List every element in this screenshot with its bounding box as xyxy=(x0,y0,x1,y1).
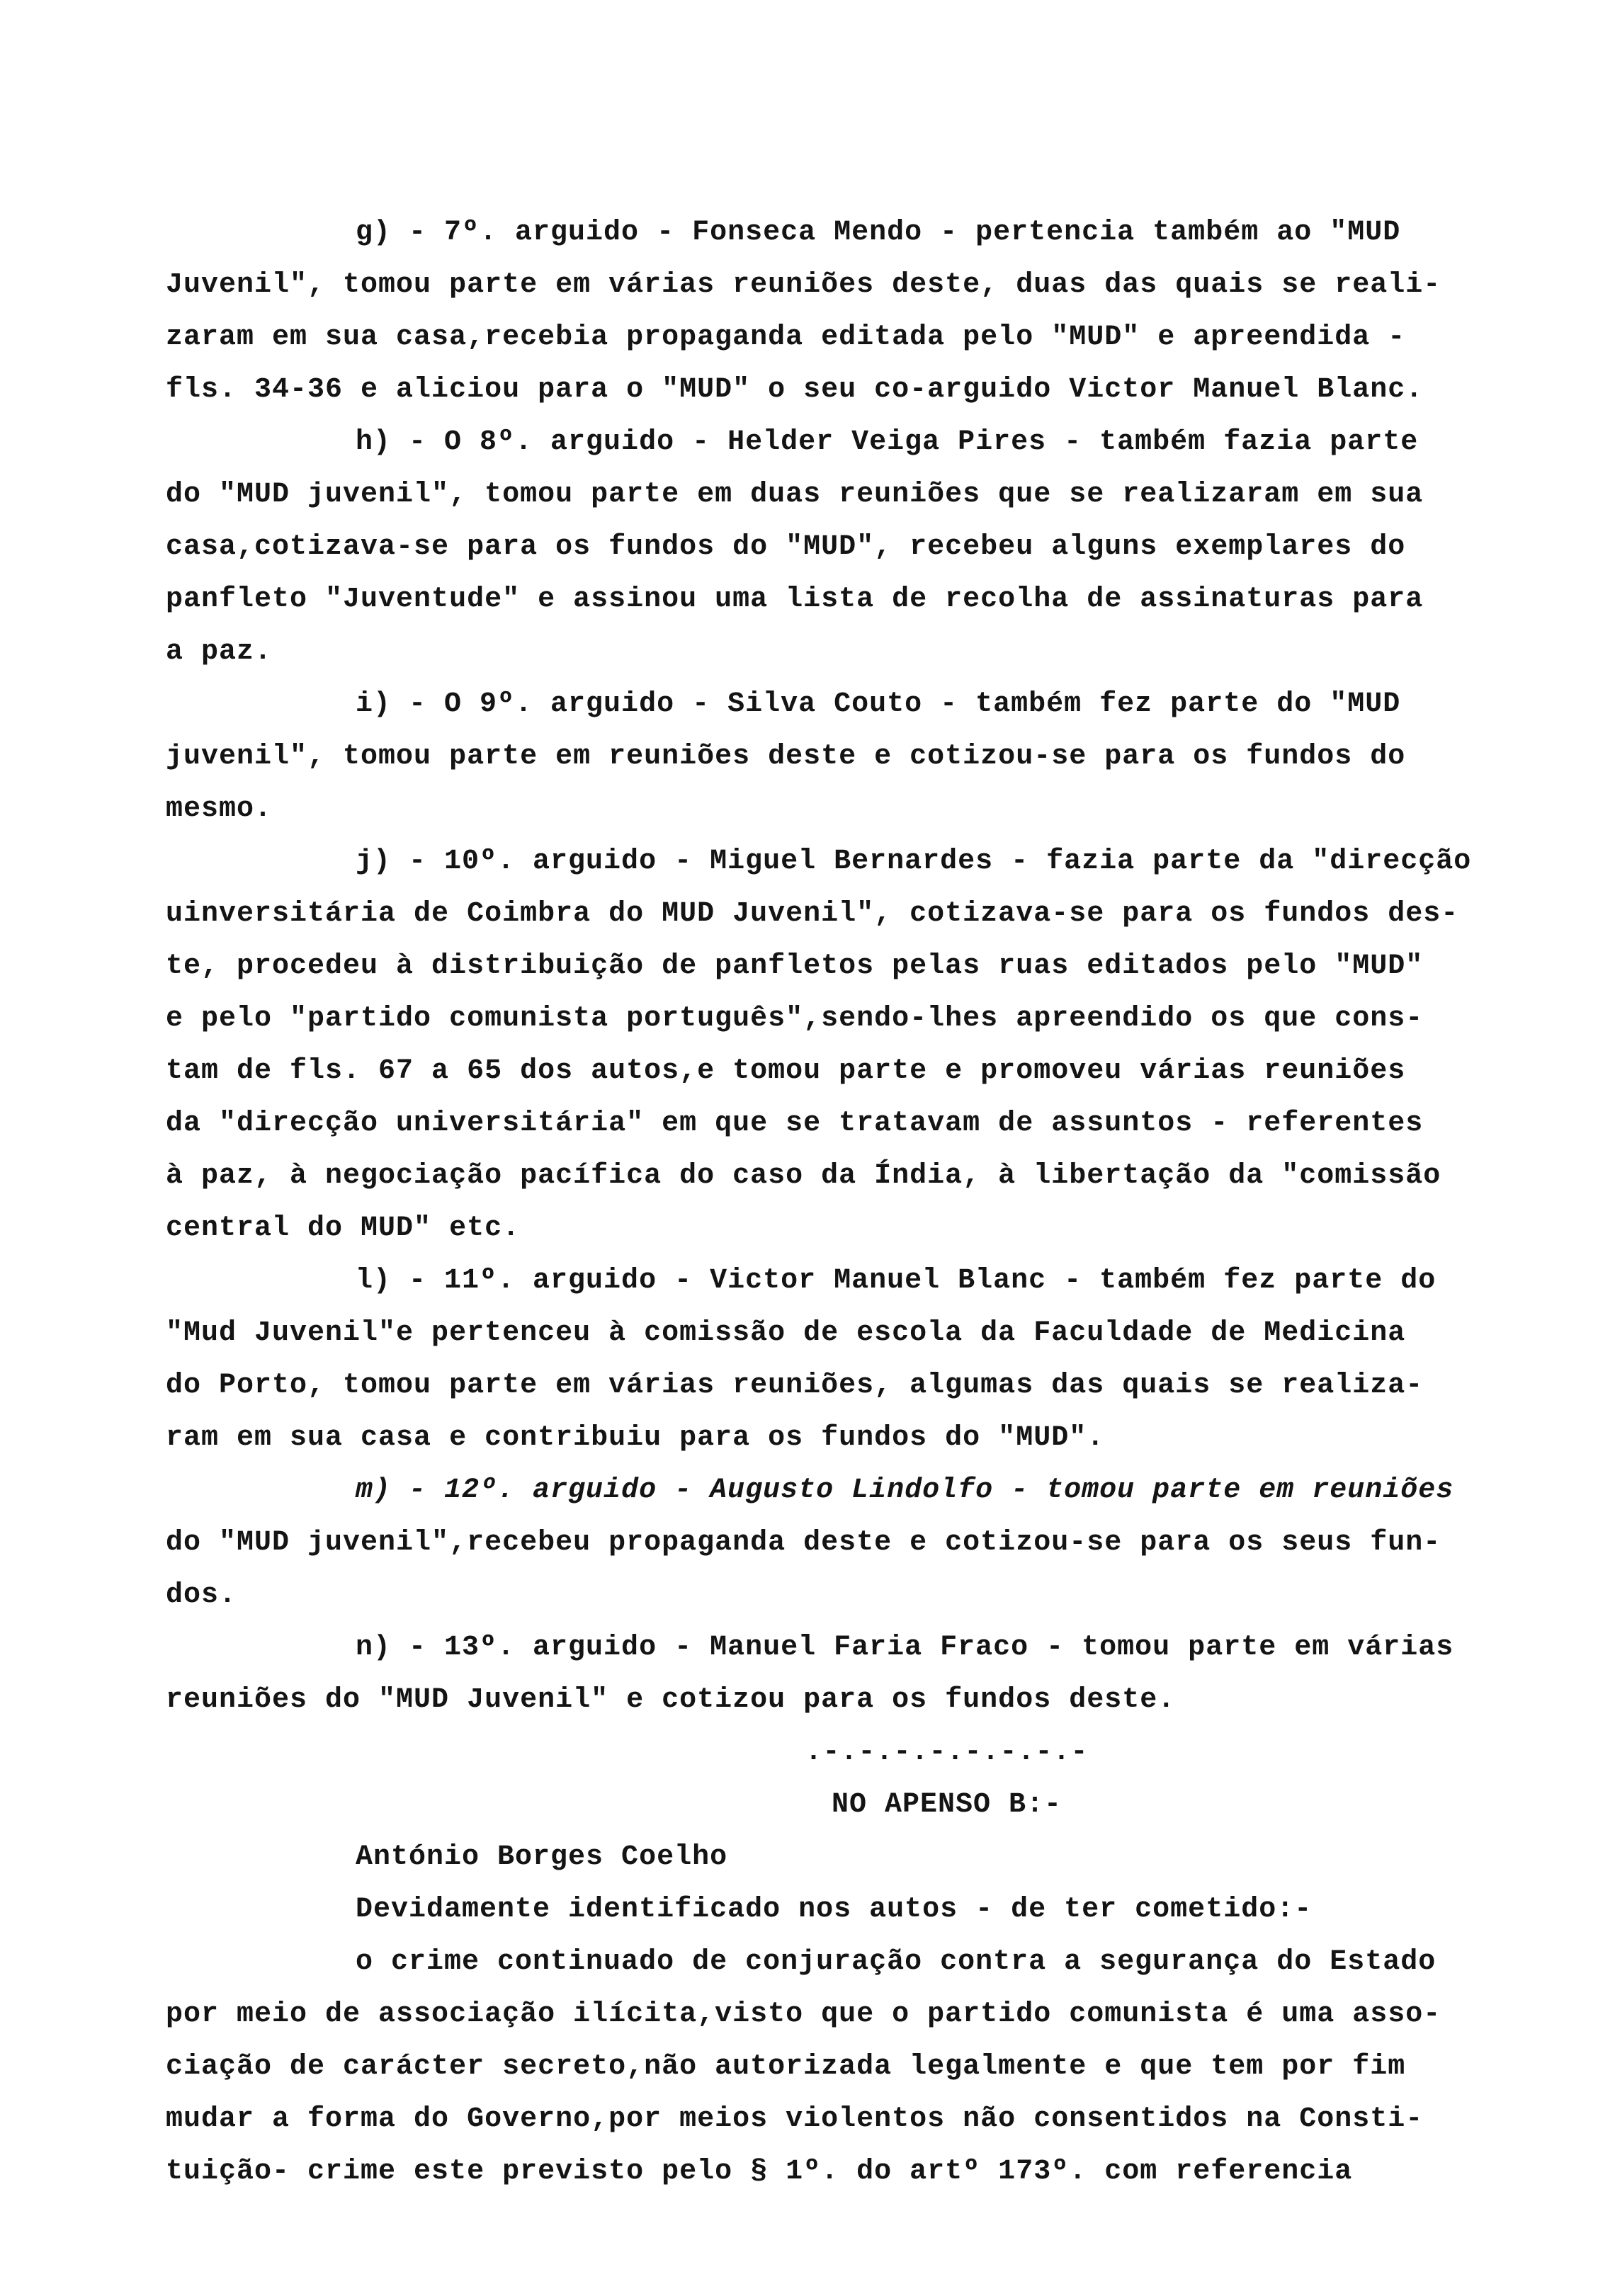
text-line: Juvenil", tomou parte em várias reuniões deste, duas das quais se reali- xyxy=(166,269,1441,301)
text-line: tuição- crime este previsto pelo § 1º. do artº 173º. com referencia xyxy=(166,2156,1353,2188)
text-line: n) - 13º. arguido - Manuel Faria Fraco - tomou parte em várias xyxy=(356,1632,1454,1664)
defendant-name: António Borges Coelho xyxy=(356,1841,728,1873)
text-line: "Mud Juvenil"e pertenceu à comissão de escola da Faculdade de Medicina xyxy=(166,1317,1406,1349)
document-body xyxy=(166,207,1515,2198)
text-line: te, procedeu à distribuição de panfletos pelas ruas editados pelo "MUD" xyxy=(166,950,1424,982)
text-line: mesmo. xyxy=(166,793,273,825)
text-line: à paz, à negociação pacífica do caso da Índia, à libertação da "comissão xyxy=(166,1160,1441,1192)
text-line: i) - O 9º. arguido - Silva Couto - também fez parte do "MUD xyxy=(356,688,1401,720)
text-line: do Porto, tomou parte em várias reuniões, algumas das quais se realiza- xyxy=(166,1370,1424,1402)
text-line: panfleto "Juventude" e assinou uma lista de recolha de assinaturas para xyxy=(166,584,1424,615)
text-line: mudar a forma do Governo,por meios violentos não consentidos na Consti- xyxy=(166,2103,1424,2135)
text-line: tam de fls. 67 a 65 dos autos,e tomou parte e promoveu várias reuniões xyxy=(166,1055,1406,1087)
text-line: fls. 34-36 e aliciou para o "MUD" o seu co-arguido Victor Manuel Blanc. xyxy=(166,374,1424,406)
text-line: central do MUD" etc. xyxy=(166,1212,521,1244)
text-line: do "MUD juvenil", tomou parte em duas reuniões que se realizaram em sua xyxy=(166,479,1424,511)
text-line: uinversitária de Coimbra do MUD Juvenil", cotizava-se para os fundos des- xyxy=(166,898,1459,930)
text-line: reuniões do "MUD Juvenil" e cotizou para os fundos deste. xyxy=(166,1684,1176,1716)
text-line: ram em sua casa e contribuiu para os fundos do "MUD". xyxy=(166,1422,1105,1454)
text-line: juvenil", tomou parte em reuniões deste e cotizou-se para os fundos do xyxy=(166,741,1406,773)
text-line: a paz. xyxy=(166,636,273,668)
separator-line: .-.-.-.-.-.-.-.- xyxy=(805,1737,1089,1768)
text-line: g) - 7º. arguido - Fonseca Mendo - pertencia também ao "MUD xyxy=(356,217,1401,249)
text-line: por meio de associação ilícita,visto que o partido comunista é uma asso- xyxy=(166,1999,1441,2030)
text-line: zaram em sua casa,recebia propaganda editada pelo "MUD" e apreendida - xyxy=(166,322,1406,353)
text-line: da "direcção universitária" em que se tratavam de assuntos - referentes xyxy=(166,1108,1424,1140)
text-line: l) - 11º. arguido - Victor Manuel Blanc - também fez parte do xyxy=(356,1265,1436,1297)
text-line: Devidamente identificado nos autos - de ter cometido:- xyxy=(356,1894,1313,1926)
text-line: casa,cotizava-se para os fundos do "MUD", recebeu alguns exemplares do xyxy=(166,531,1406,563)
text-line: m) - 12º. arguido - Augusto Lindolfo - tomou parte em reuniões xyxy=(356,1474,1454,1506)
text-line: ciação de carácter secreto,não autorizada legalmente e que tem por fim xyxy=(166,2051,1406,2083)
text-line: h) - O 8º. arguido - Helder Veiga Pires - também fazia parte xyxy=(356,426,1419,458)
text-line: e pelo "partido comunista português",sendo-lhes apreendido os que cons- xyxy=(166,1003,1424,1035)
text-line: o crime continuado de conjuração contra a segurança do Estado xyxy=(356,1946,1436,1978)
text-line: dos. xyxy=(166,1579,237,1611)
text-line: j) - 10º. arguido - Miguel Bernardes - fazia parte da "direcção xyxy=(356,846,1472,877)
section-heading: NO APENSO B:- xyxy=(831,1789,1062,1821)
text-line: do "MUD juvenil",recebeu propaganda deste e cotizou-se para os seus fun- xyxy=(166,1527,1441,1559)
